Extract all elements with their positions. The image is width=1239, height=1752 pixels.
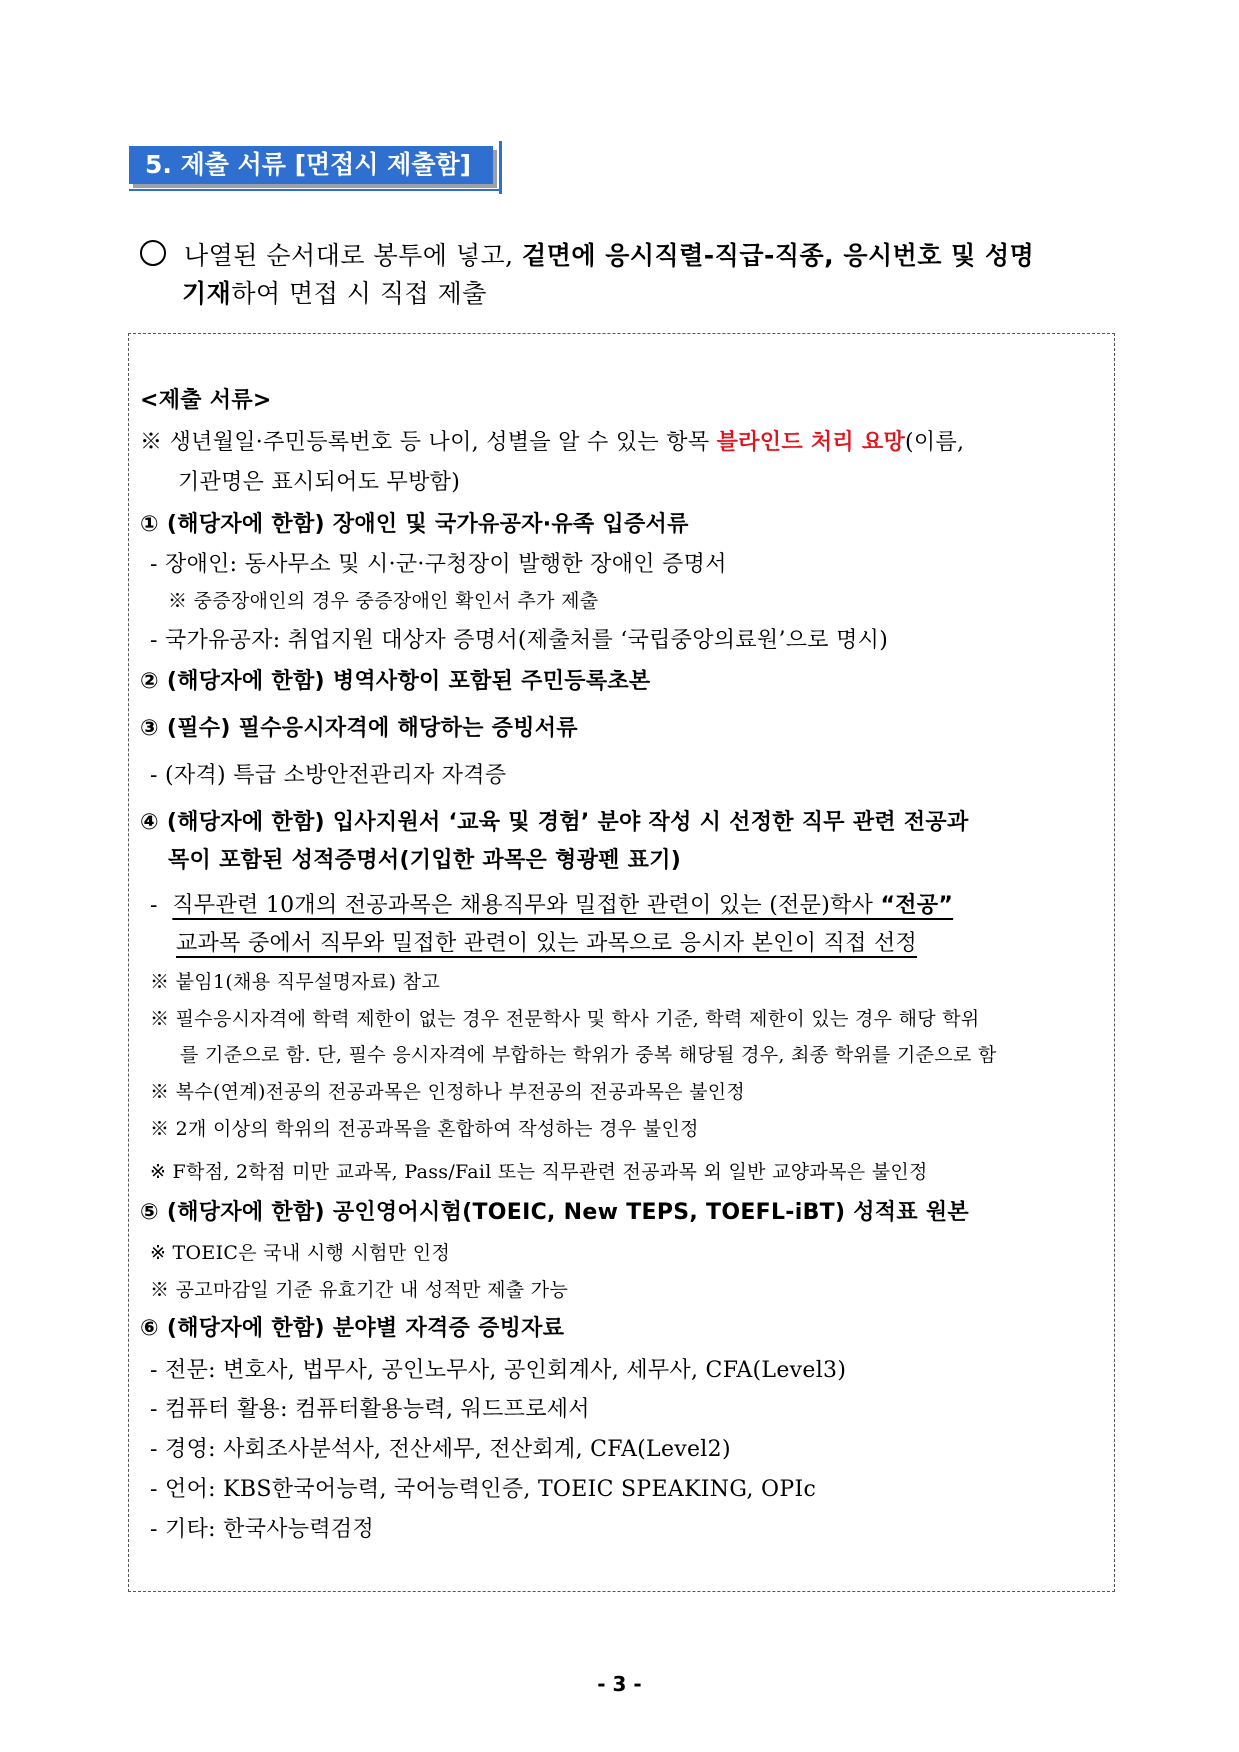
item-4-note-4: ※ 2개 이상의 학위의 전공과목을 혼합하여 작성하는 경우 불인정 [150, 1118, 699, 1140]
box-heading: <제출 서류> [140, 388, 272, 413]
item-4-note-2-line-2: 를 기준으로 함. 단, 필수 응시자격에 부합하는 학위가 중복 해당될 경우, 최종 학위를 기준으로 함 [180, 1044, 997, 1066]
item-4-note-3: ※ 복수(연계)전공의 전공과목은 인정하나 부전공의 전공과목은 불인정 [150, 1081, 746, 1103]
item-5-note-1: ※ TOEIC은 국내 시행 시험만 인정 [150, 1242, 451, 1264]
page-number: - 3 - [597, 1672, 642, 1696]
item-5-note-2: ※ 공고마감일 기준 유효기간 내 성적만 제출 가능 [150, 1279, 569, 1301]
intro-plain-2: 하여 면접 시 직접 제출 [231, 279, 487, 308]
item-4-sub-pre: 직무관련 10개의 전공과목은 채용직무와 밀접한 관련이 있는 (전문)학사 [172, 893, 881, 918]
note-blind-line-2: 기관명은 표시되어도 무방함) [178, 470, 461, 495]
intro-plain-1: 나열된 순서대로 봉투에 넣고, [184, 241, 523, 270]
item-3-sub-1: - (자격) 특급 소방안전관리자 자격증 [150, 763, 507, 788]
item-4-note-5: ※ F학점, 2학점 미만 교과목, Pass/Fail 또는 직무관련 전공과목 외 일반 교양과목은 불인정 [150, 1161, 928, 1183]
item-6-sub-2: - 컴퓨터 활용: 컴퓨터활용능력, 워드프로세서 [150, 1397, 590, 1422]
circle-bullet-icon [140, 240, 166, 266]
intro-line-1 [140, 236, 1034, 272]
item-1-sub-2: - 국가유공자: 취업지원 대상자 증명서(제출처를 ‘국립중앙의료원’으로 명시) [150, 628, 889, 653]
item-6-sub-3: - 경영: 사회조사분석사, 전산세무, 전산회계, CFA(Level2) [150, 1437, 731, 1462]
section-title-underline [129, 189, 502, 191]
note-blind-pre: ※ 생년월일·주민등록번호 등 나이, 성별을 알 수 있는 항목 [140, 430, 717, 455]
note-blind-line-1 [140, 425, 964, 456]
item-3: ③ (필수) 필수응시자격에 해당하는 증빙서류 [140, 716, 578, 741]
item-5: ⑤ (해당자에 한함) 공인영어시험(TOEIC, New TEPS, TOEFL-iBT) 성적표 원본 [140, 1200, 969, 1225]
note-blind-post: (이름, [905, 430, 965, 455]
item-4-note-2-line-1: ※ 필수응시자격에 학력 제한이 없는 경우 전문학사 및 학사 기준, 학력 제한이 있는 경우 해당 학위 [150, 1008, 980, 1030]
section-title-text: 5. 제출 서류 [면접시 제출함] [145, 150, 472, 179]
item-4-sub-bold: “전공” [880, 893, 954, 918]
intro-bold-2: 기재 [182, 279, 232, 308]
item-1: ① (해당자에 한함) 장애인 및 국가유공자·유족 입증서류 [140, 512, 689, 537]
item-1-note: ※ 중증장애인의 경우 중증장애인 확인서 추가 제출 [168, 590, 599, 612]
item-4-sub-line-1 [150, 888, 953, 919]
item-4-sub-line-2: 교과목 중에서 직무와 밀접한 관련이 있는 과목으로 응시자 본인이 직접 선정 [176, 931, 918, 956]
item-6: ⑥ (해당자에 한함) 분야별 자격증 증빙자료 [140, 1316, 565, 1341]
note-blind-red: 블라인드 처리 요망 [716, 430, 906, 455]
item-2: ② (해당자에 한함) 병역사항이 포함된 주민등록초본 [140, 669, 651, 694]
item-4-line-2: 목이 포함된 성적증명서(기입한 과목은 형광펜 표기) [168, 848, 682, 873]
section-title [129, 146, 493, 184]
intro-bold-1: 겉면에 응시직렬-직급-직종, 응시번호 및 성명 [522, 241, 1035, 270]
item-6-sub-1: - 전문: 변호사, 법무사, 공인노무사, 공인회계사, 세무사, CFA(Level3) [150, 1358, 847, 1383]
intro-line-2 [182, 274, 487, 310]
item-4-note-1: ※ 붙임1(채용 직무설명자료) 참고 [150, 971, 440, 993]
dash-bullet: - [150, 893, 173, 918]
item-1-sub-1: - 장애인: 동사무소 및 시·군·구청장이 발행한 장애인 증명서 [150, 552, 727, 577]
item-6-sub-4: - 언어: KBS한국어능력, 국어능력인증, TOEIC SPEAKING, OPIc [150, 1477, 817, 1502]
item-4-line-1: ④ (해당자에 한함) 입사지원서 ‘교육 및 경험’ 분야 작성 시 선정한 직무 관련 전공과 [140, 810, 969, 835]
item-6-sub-5: - 기타: 한국사능력검정 [150, 1517, 375, 1542]
